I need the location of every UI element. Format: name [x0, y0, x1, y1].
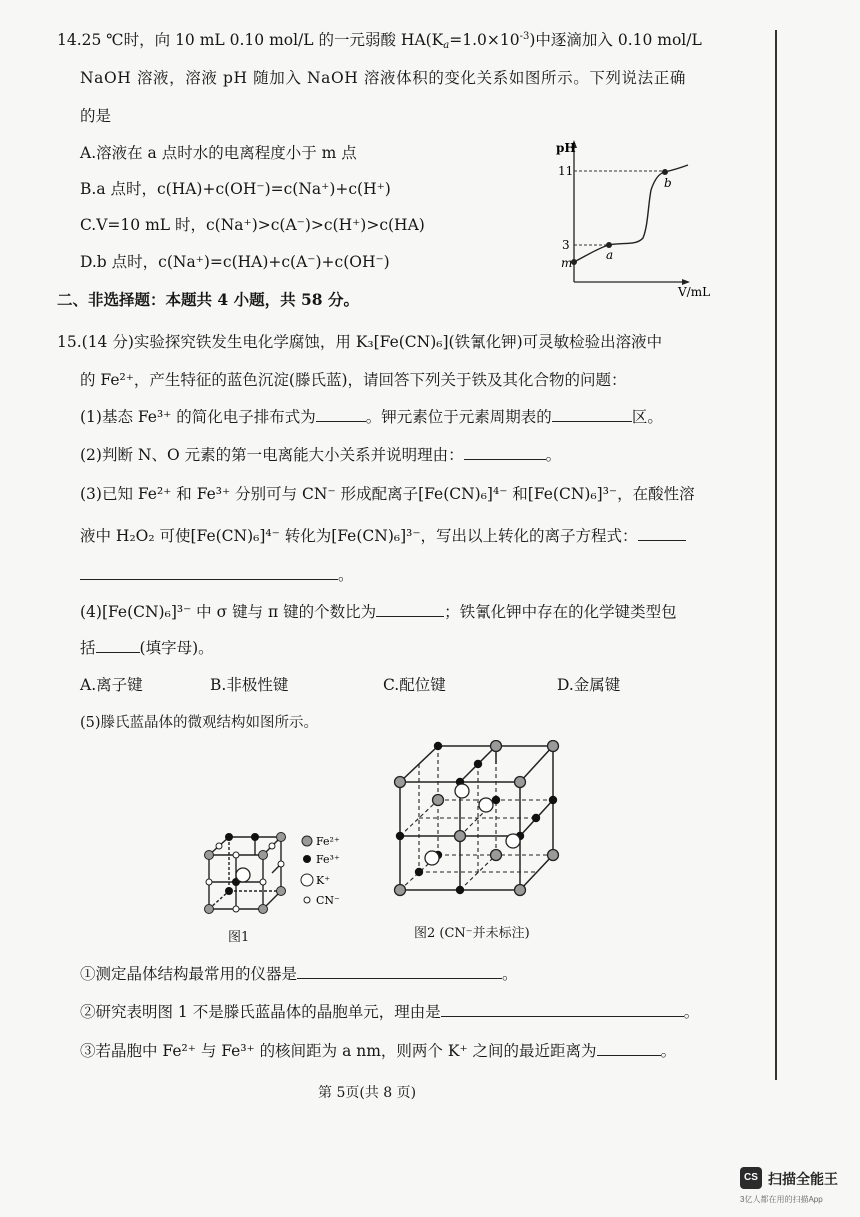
q15-option-a: A.离子键: [80, 676, 143, 694]
figure-1-crystal: [195, 825, 365, 925]
legend-k-swatch: [301, 874, 313, 886]
x-axis-label: V/mL: [678, 285, 711, 299]
scanner-subtitle: 3亿人都在用的扫描App: [740, 1195, 823, 1204]
q15-part1: (1)基态 Fe³⁺ 的简化电子排布式为 。钾元素位于元素周期表的 区。: [80, 408, 663, 426]
answer-blank-3[interactable]: [464, 445, 546, 460]
q15-sub3: ③若晶胞中 Fe²⁺ 与 Fe³⁺ 的核间距为 a nm，则两个 K⁺ 之间的最近距离为 。: [80, 1042, 677, 1060]
answer-blank-9[interactable]: [597, 1041, 661, 1056]
label-m: m: [561, 256, 573, 270]
answer-blank-4b[interactable]: [80, 565, 338, 580]
section-heading: 二、非选择题：本题共 4 小题，共 58 分。: [57, 290, 359, 309]
legend-fe2-swatch: [302, 836, 312, 846]
legend-fe2-label: Fe²⁺: [316, 835, 340, 848]
y-axis-label: pH: [556, 141, 576, 155]
legend-cn-swatch: [304, 897, 310, 903]
q14-option-d: D.b 点时，c(Na⁺)=c(HA)+c(A⁻)+c(OH⁻): [80, 253, 390, 271]
q15-part4-line1: (4)[Fe(CN)₆]³⁻ 中 σ 键与 π 键的个数比为 ；铁氰化钾中存在的化学键类型包: [80, 603, 677, 621]
tick-11: 11: [558, 164, 574, 178]
q15-intro-line1: 15.(14 分)实验探究铁发生电化学腐蚀，用 K₃[Fe(CN)₆](铁氰化钾)可灵敏检验出溶液中: [57, 333, 663, 351]
q15-sub2: ②研究表明图 1 不是滕氏蓝晶体的晶胞单元，理由是 。: [80, 1003, 700, 1021]
q14-option-a: A.溶液在 a 点时水的电离程度小于 m 点: [80, 144, 357, 162]
tick-3: 3: [562, 238, 570, 252]
q15-option-c: C.配位键: [383, 676, 446, 694]
q15-part3-line3: 。: [80, 563, 354, 585]
answer-blank-5[interactable]: [376, 602, 444, 617]
fe3-ions: [225, 833, 259, 895]
label-a: a: [606, 248, 614, 262]
answer-blank-6[interactable]: [96, 638, 140, 653]
margin-rule: [775, 30, 777, 1080]
q14-option-b: B.a 点时，c(HA)+c(OH⁻)=c(Na⁺)+c(H⁺): [80, 180, 391, 198]
figure-1-caption: 图1: [228, 930, 250, 945]
q15-part5: (5)滕氏蓝晶体的微观结构如图所示。: [80, 715, 319, 731]
q15-part3-line2: 液中 H₂O₂ 可使[Fe(CN)₆]⁴⁻ 转化为[Fe(CN)₆]³⁻，写出以上转化的离子方程式：: [80, 524, 686, 546]
answer-blank-8[interactable]: [441, 1002, 684, 1017]
q14-line3: 的是: [80, 107, 112, 125]
scanner-title: 扫描全能王: [768, 1171, 838, 1187]
answer-blank-2[interactable]: [552, 407, 632, 422]
ph-titration-graph: [548, 138, 718, 303]
q15-intro-line2: 的 Fe²⁺，产生特征的蓝色沉淀(滕氏蓝)，请回答下列关于铁及其化合物的问题：: [80, 371, 627, 389]
q15-option-b: B.非极性键: [210, 676, 289, 694]
legend-k-label: K⁺: [316, 874, 331, 887]
label-b: b: [664, 176, 672, 190]
q14-line2: NaOH 溶液，溶液 pH 随加入 NaOH 溶液体积的变化关系如图所示。下列说法正确: [80, 69, 686, 87]
q15-sub1: ①测定晶体结构最常用的仪器是 。: [80, 965, 518, 983]
q15-option-d: D.金属键: [557, 676, 621, 694]
q15-part3-line1: (3)已知 Fe²⁺ 和 Fe³⁺ 分别可与 CN⁻ 形成配离子[Fe(CN)₆]⁴⁻ 和[Fe(CN)₆]³⁻，在酸性溶: [80, 485, 695, 503]
figure-2-crystal: [388, 740, 568, 900]
answer-blank-4a[interactable]: [638, 526, 686, 541]
legend-fe3-label: Fe³⁺: [316, 853, 340, 866]
legend-cn-label: CN⁻: [316, 894, 340, 907]
answer-blank-7[interactable]: [297, 964, 502, 979]
q15-part4-line2: 括 (填字母)。: [80, 639, 214, 657]
scanner-logo: CS: [740, 1167, 762, 1189]
q15-part2: (2)判断 N、O 元素的第一电离能大小关系并说明理由： 。: [80, 446, 562, 464]
legend-fe3-swatch: [303, 855, 311, 863]
point-b: [662, 169, 668, 175]
k-ion: [236, 868, 250, 882]
page-footer: 第 5页(共 8 页): [318, 1085, 417, 1101]
figure-2-caption: 图2 (CN⁻并未标注): [414, 926, 530, 941]
q14-line1: 14.25 ℃时，向 10 mL 0.10 mol/L 的一元弱酸 $HA(K_a=1.0\times 10^{-3})$中逐滴加入 0.10 mol/L: [57, 31, 702, 51]
answer-blank-1[interactable]: [316, 407, 366, 422]
q14-option-c: C.V=10 mL 时，c(Na⁺)>c(A⁻)>c(H⁺)>c(HA): [80, 216, 425, 234]
